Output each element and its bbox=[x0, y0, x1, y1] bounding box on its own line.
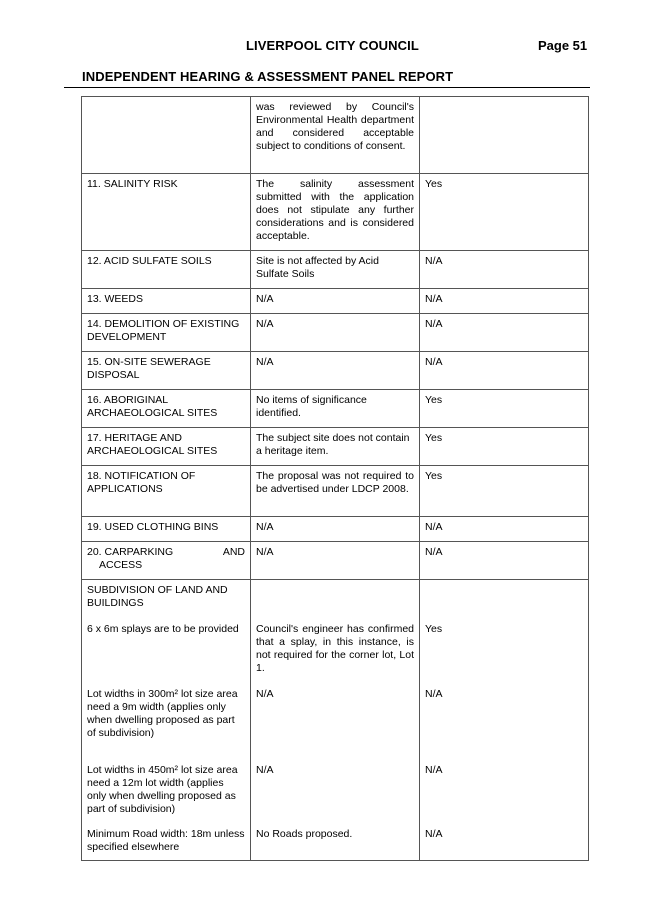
compliance-cell: Yes bbox=[420, 390, 589, 428]
lot-width-450-control: Lot widths in 450m² lot size area need a 12m lot width (applies only when dwelling proposed as part of subdivision) bbox=[87, 764, 238, 815]
comment-cell: N/A bbox=[251, 517, 420, 542]
header-rule bbox=[64, 87, 590, 88]
comment-cell: N/A bbox=[251, 289, 420, 314]
control-cell bbox=[82, 97, 251, 174]
carparking-label-c: ACCESS bbox=[99, 559, 143, 571]
splay-comment: Council's engineer has confirmed that a splay, in this instance, is not required for the corner lot, Lot 1. bbox=[256, 623, 414, 674]
page-number: Page 51 bbox=[538, 38, 588, 53]
comment-cell: Site is not affected by Acid Sulfate Soils bbox=[251, 251, 420, 289]
lot-width-450-comment: N/A bbox=[256, 764, 274, 776]
table-row bbox=[82, 542, 589, 580]
lot-width-450-compliance: N/A bbox=[425, 764, 443, 776]
control-cell: 14. DEMOLITION OF EXISTING DEVELOPMENT bbox=[82, 314, 251, 352]
subdivision-compliance-cell bbox=[420, 580, 589, 861]
compliance-table bbox=[81, 96, 589, 861]
compliance-cell: Yes bbox=[420, 174, 589, 251]
road-width-comment: No Roads proposed. bbox=[256, 828, 353, 840]
splay-compliance: Yes bbox=[425, 623, 443, 635]
control-cell bbox=[82, 542, 251, 580]
compliance-cell: N/A bbox=[420, 251, 589, 289]
report-title: INDEPENDENT HEARING & ASSESSMENT PANEL REPORT bbox=[82, 69, 454, 84]
splay-control: 6 x 6m splays are to be provided bbox=[87, 623, 239, 635]
carparking-label-b: AND bbox=[222, 546, 245, 558]
table-row bbox=[82, 428, 589, 466]
table-row bbox=[82, 174, 589, 251]
table-row bbox=[82, 352, 589, 390]
lot-width-300-control: Lot widths in 300m² lot size area need a 9m width (applies only when dwelling proposed as part of subdivision) bbox=[87, 688, 238, 739]
compliance-cell: N/A bbox=[420, 314, 589, 352]
control-cell: 19. USED CLOTHING BINS bbox=[82, 517, 251, 542]
subdivision-comments-cell bbox=[251, 580, 420, 861]
comment-cell: was reviewed by Council's Environmental Health department and considered acceptable subject to conditions of consent. bbox=[251, 97, 420, 174]
lot-width-300-comment: N/A bbox=[256, 688, 274, 700]
control-cell: 12. ACID SULFATE SOILS bbox=[82, 251, 251, 289]
control-cell: 15. ON-SITE SEWERAGE DISPOSAL bbox=[82, 352, 251, 390]
compliance-cell: Yes bbox=[420, 466, 589, 517]
table-row bbox=[82, 251, 589, 289]
compliance-cell: N/A bbox=[420, 289, 589, 314]
table-row bbox=[82, 517, 589, 542]
compliance-cell: N/A bbox=[420, 542, 589, 580]
comment-cell: N/A bbox=[251, 542, 420, 580]
subdivision-controls-cell bbox=[82, 580, 251, 861]
comment-cell: The subject site does not contain a heritage item. bbox=[251, 428, 420, 466]
table-row bbox=[82, 314, 589, 352]
table-row bbox=[82, 466, 589, 517]
carparking-label-a: 20. CARPARKING bbox=[87, 546, 174, 558]
comment-cell: The salinity assessment submitted with the application does not stipulate any further considerations and is considered acceptable. bbox=[251, 174, 420, 251]
subdivision-row bbox=[82, 580, 589, 861]
comment-cell: N/A bbox=[251, 352, 420, 390]
council-name: LIVERPOOL CITY COUNCIL bbox=[246, 38, 419, 53]
subdivision-heading: SUBDIVISION OF LAND AND BUILDINGS bbox=[87, 584, 228, 609]
control-cell: 16. ABORIGINAL ARCHAEOLOGICAL SITES bbox=[82, 390, 251, 428]
table-row bbox=[82, 289, 589, 314]
comment-cell: No items of significance identified. bbox=[251, 390, 420, 428]
table-row bbox=[82, 390, 589, 428]
lot-width-300-compliance: N/A bbox=[425, 688, 443, 700]
control-cell: 13. WEEDS bbox=[82, 289, 251, 314]
page-header bbox=[0, 38, 652, 56]
compliance-cell bbox=[420, 97, 589, 174]
road-width-compliance: N/A bbox=[425, 828, 443, 840]
comment-cell: N/A bbox=[251, 314, 420, 352]
control-cell: 11. SALINITY RISK bbox=[82, 174, 251, 251]
control-cell: 17. HERITAGE AND ARCHAEOLOGICAL SITES bbox=[82, 428, 251, 466]
comment-cell: The proposal was not required to be advertised under LDCP 2008. bbox=[251, 466, 420, 517]
carparking-line bbox=[87, 546, 245, 559]
compliance-cell: Yes bbox=[420, 428, 589, 466]
compliance-cell: N/A bbox=[420, 517, 589, 542]
road-width-control: Minimum Road width: 18m unless specified elsewhere bbox=[87, 828, 245, 853]
table-row bbox=[82, 97, 589, 174]
control-cell: 18. NOTIFICATION OF APPLICATIONS bbox=[82, 466, 251, 517]
compliance-cell: N/A bbox=[420, 352, 589, 390]
